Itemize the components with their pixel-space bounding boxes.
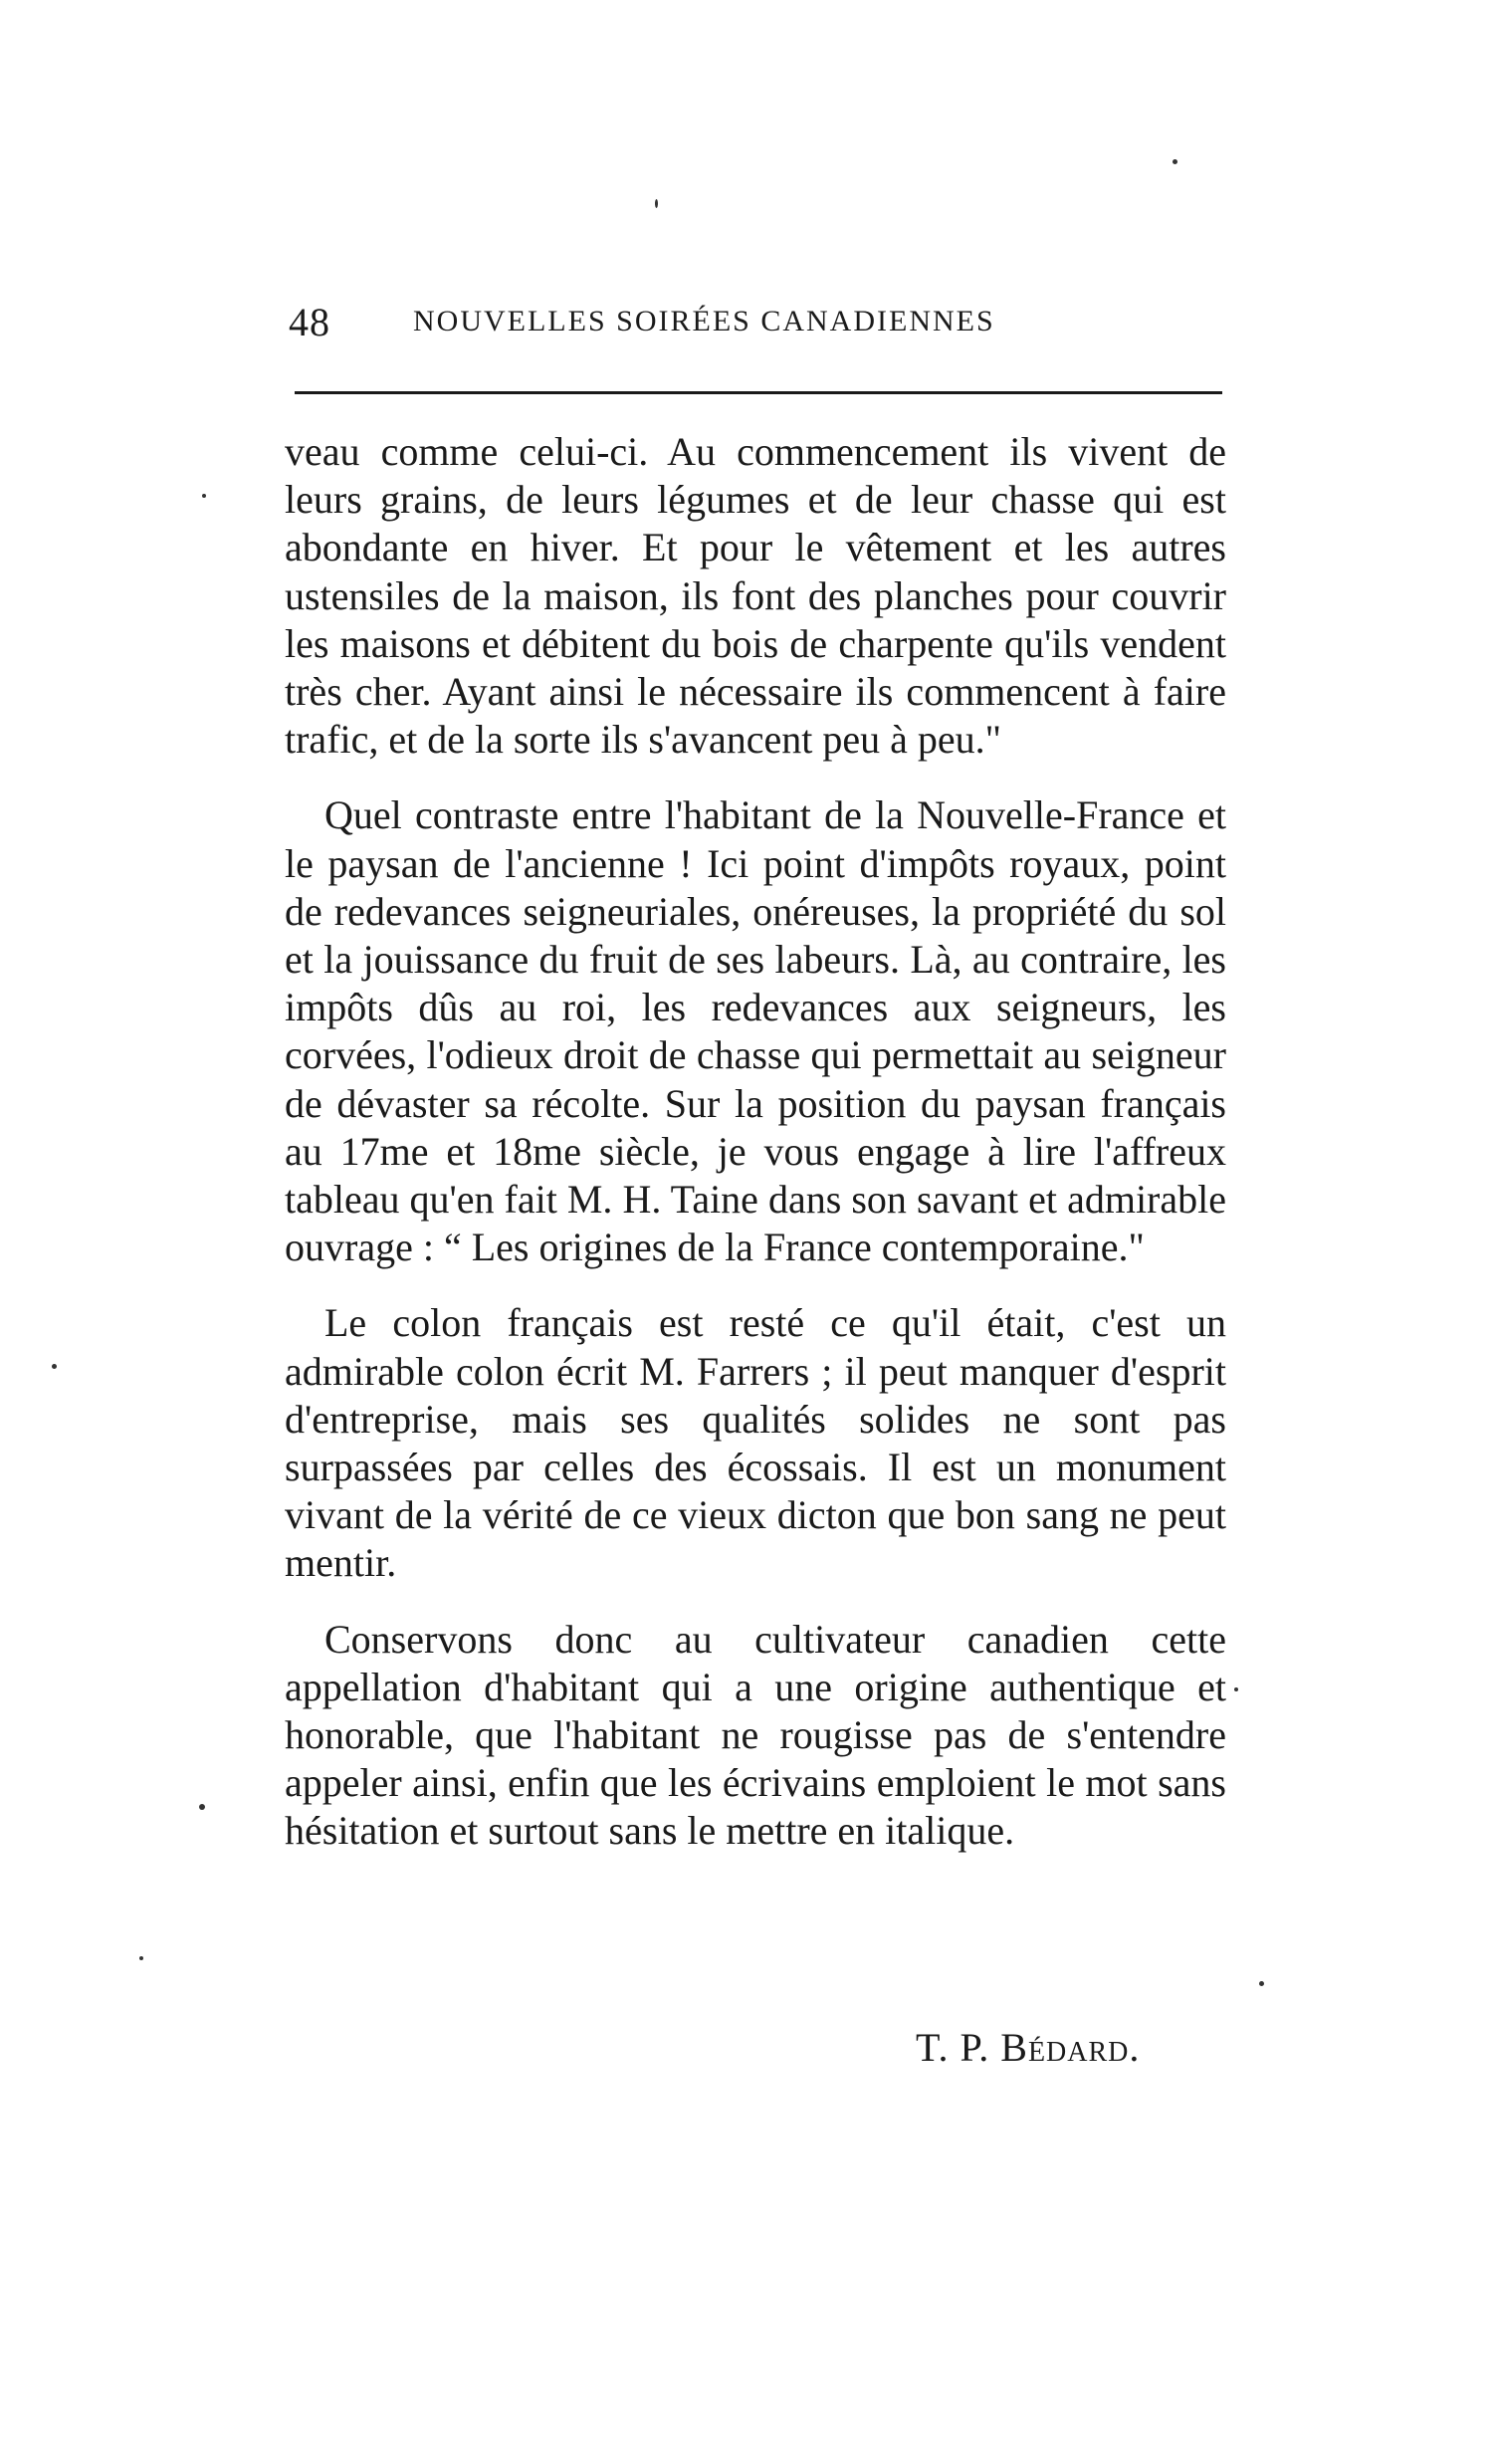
scan-speck <box>1173 159 1177 164</box>
page-number: 48 <box>289 300 330 344</box>
page-header <box>289 299 1224 348</box>
scan-speck <box>655 199 658 208</box>
author-signature: T. P. Bédard. <box>916 2025 1141 2070</box>
paragraph-2: Quel contraste entre l'habitant de la Nouvelle-France et le paysan de l'ancienne ! Ici point d'impôts royaux, point de redevances seigneuriales, onéreuses, la propriété du sol et la jouissance du fruit de ses labeurs. Là, au contraire, les impôts dûs au roi, les redevances aux seigneurs, les corvées, l'odieux droit de chasse qui permettait au seigneur de dévaster sa récolte. Sur la position du paysan français au 17me et 18me siècle, je vous engage à lire l'affreux tableau qu'en fait M. H. Taine dans son savant et admirable ouvrage : “ Les origines de la France contemporaine." <box>285 792 1226 1270</box>
scan-speck <box>52 1364 57 1369</box>
scan-speck <box>139 1956 143 1960</box>
running-title: NOUVELLES SOIRÉES CANADIENNES <box>413 305 995 337</box>
scan-speck <box>1234 1687 1238 1691</box>
scan-speck <box>1259 1981 1264 1986</box>
scan-speck <box>199 1804 205 1810</box>
paragraph-3: Le colon français est resté ce qu'il était, c'est un admirable colon écrit M. Farrers ; il peut manquer d'esprit d'entreprise, mais ses qualités solides ne sont pas surpassées par celles des écossais. Il est un monument vivant de la vérité de ce vieux dicton que bon sang ne peut mentir. <box>285 1300 1226 1586</box>
paragraph-1: veau comme celui-ci. Au commencement ils vivent de leurs grains, de leurs légumes et de leur chasse qui est abondante en hiver. Et pour le vêtement et les autres ustensiles de la maison, ils font des planches pour couvrir les maisons et débitent du bois de charpente qu'ils vendent très cher. Ayant ainsi le nécessaire ils commencent à faire trafic, et de la sorte ils s'avancent peu à peu." <box>285 429 1226 763</box>
scan-speck <box>202 494 206 498</box>
header-rule <box>295 391 1222 394</box>
paragraph-4: Conservons donc au cultivateur canadien cette appellation d'habitant qui a une origine authentique et honorable, que l'habitant ne rougisse pas de s'entendre appeler ainsi, enfin que les écrivains emploient le mot sans hésitation et surtout sans le mettre en italique. <box>285 1616 1226 1854</box>
body-text <box>285 428 1226 1856</box>
